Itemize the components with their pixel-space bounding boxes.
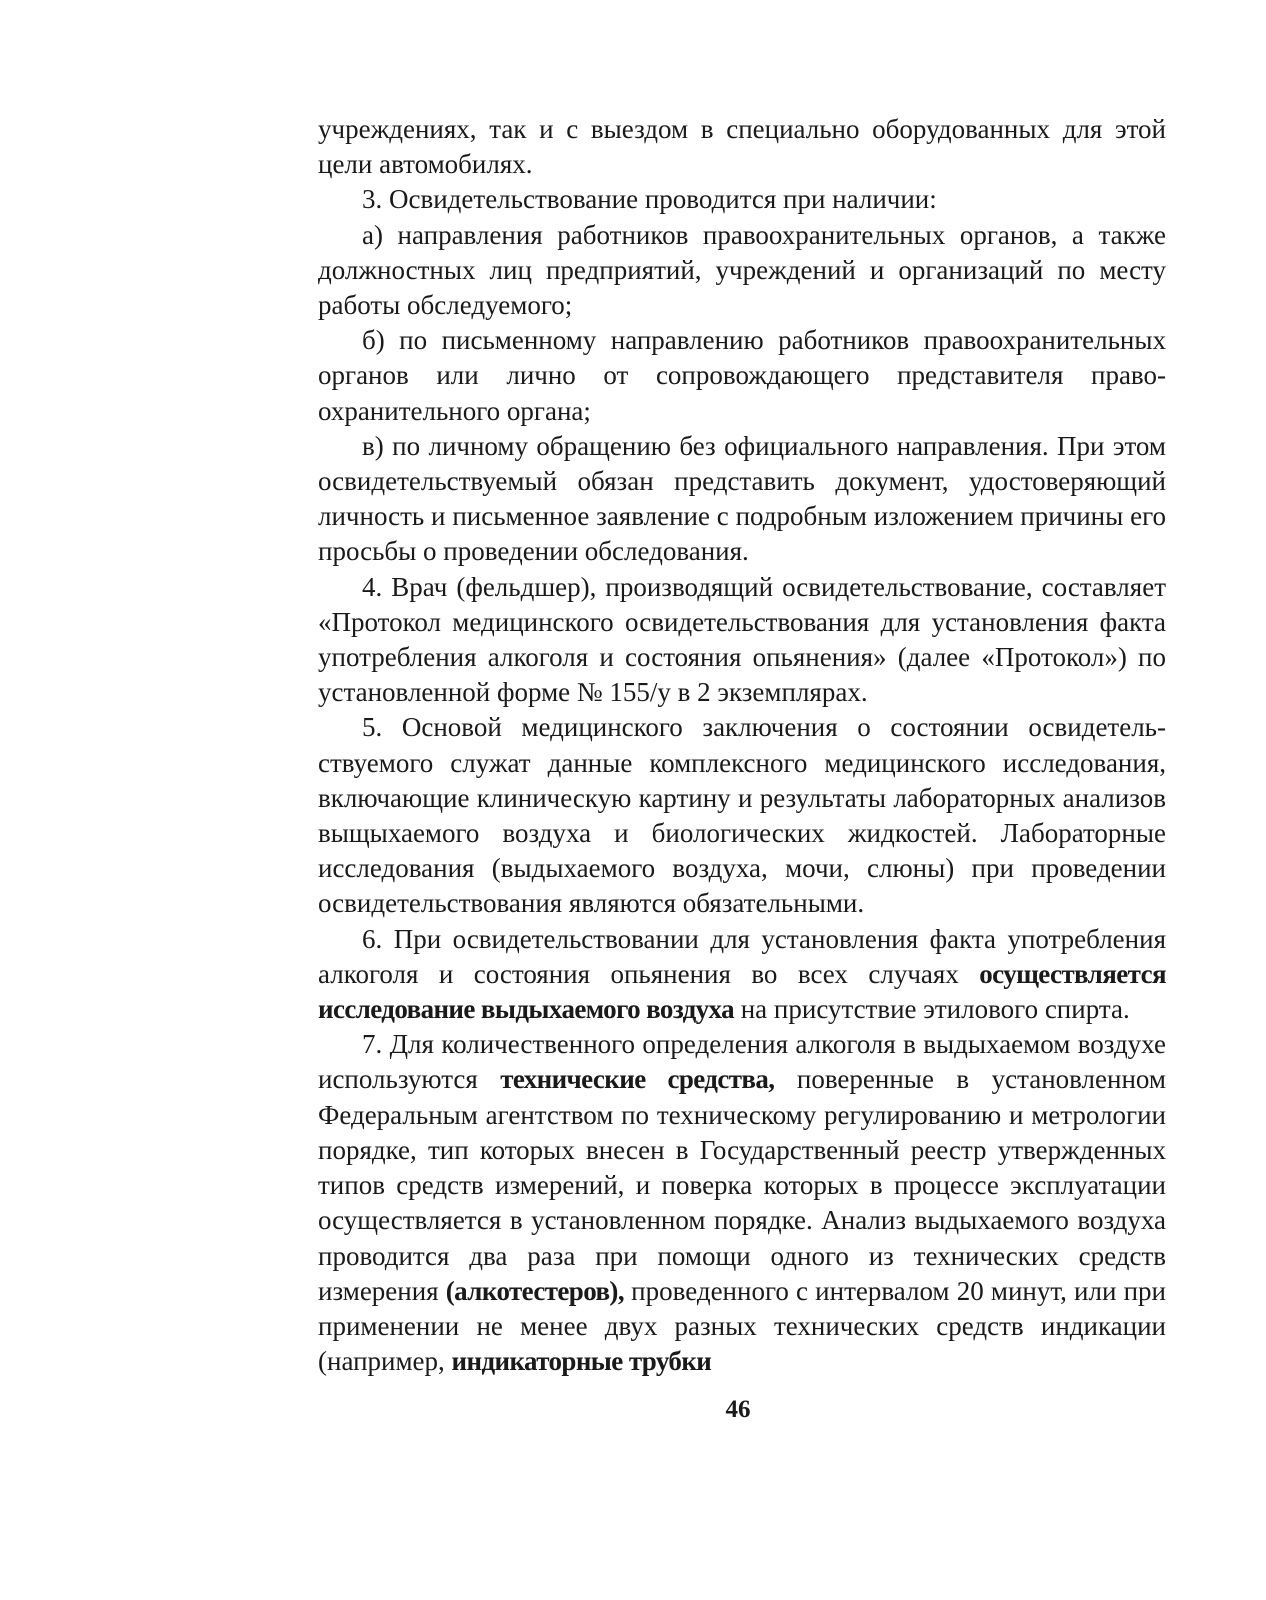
paragraph [318,323,1166,429]
text-run: поверенные в установленном Федеральным агентством по техническому регулированию и метрологии порядке, тип которых внесен в Государственный реестр утвержденных типов средств измерений, и поверка которых в процессе эксплуатации осуществляется в установленном порядке. Анализ выдыхаемого воздуха проводится два раза при помощи одного из технических средств измерения [318,1064,1166,1306]
text-run: а) направления работников правоохранительных органов, а также должностных лиц предприятий, учреждений и организаций по месту работы обследуемого; [318,219,1166,321]
paragraph [318,218,1166,324]
text-run: 3. Освидетельствование проводится при наличии: [362,184,937,215]
text-run: 5. Основой медицинского заключения о состоянии освидетельствуемого служат данные комплексного медицинского исследования, включающие клиническую картину и результаты лабораторных анализов выщыхаемого воздуха и биологических жидкостей. Лабораторные исследования (выдыхаемого воздуха, мочи, слюны) при проведении освидетельствования являются обязательными. [318,712,1166,919]
text-run: проведенного с интервалом 20 минут, или при применении не менее двух разных технических средств индикации (например, [318,1275,1166,1377]
paragraph [318,922,1166,1028]
bold-text-run: технические средства, [500,1064,775,1095]
paragraph [318,182,1166,217]
page-number: 46 [725,1396,751,1423]
paragraph [318,429,1166,570]
text-run: 6. При освидетельствовании для установления факта употребления алкоголя и состояния опьянения во всех случаях [318,923,1166,989]
paragraph [318,710,1166,921]
text-run: 4. Врач (фельдшер), производящий освидетельствование, составляет «Протокол медицинского освидетельствования для установления факта употребления алкоголя и состояния опьянения» (далее «Протокол») по установленной форме № 155/у в 2 экземплярах. [318,571,1166,708]
bold-text-run: индикаторные трубки [451,1346,712,1377]
paragraph [318,570,1166,711]
paragraph [318,112,1166,182]
text-run: на присутствие этилового спирта. [733,994,1130,1025]
bold-text-run: (алкотестеров), [445,1275,624,1306]
text-run: б) по письменному направлению работников правоохранительных органов или лично от сопровождающего представителя правоохранительного органа; [318,325,1166,426]
text-run: в) по личному обращению без официального направления. При этом освидетельствуемый обязан представить документ, удостоверяющий личность и письменное заявление с подробным изложением причины его просьбы о проведении обследования. [318,430,1166,567]
page-body [318,112,1166,1379]
text-run: учреждениях, так и с выездом в специально оборудованных для этой цели автомобилях. [318,114,1166,180]
text-run: 7. Для количественного определения алкоголя в выдыхаемом воздухе используются [318,1029,1166,1095]
paragraph [318,1027,1166,1379]
bold-text-run: осуществляется исследование выдыхаемого воздуха [318,958,1166,1025]
